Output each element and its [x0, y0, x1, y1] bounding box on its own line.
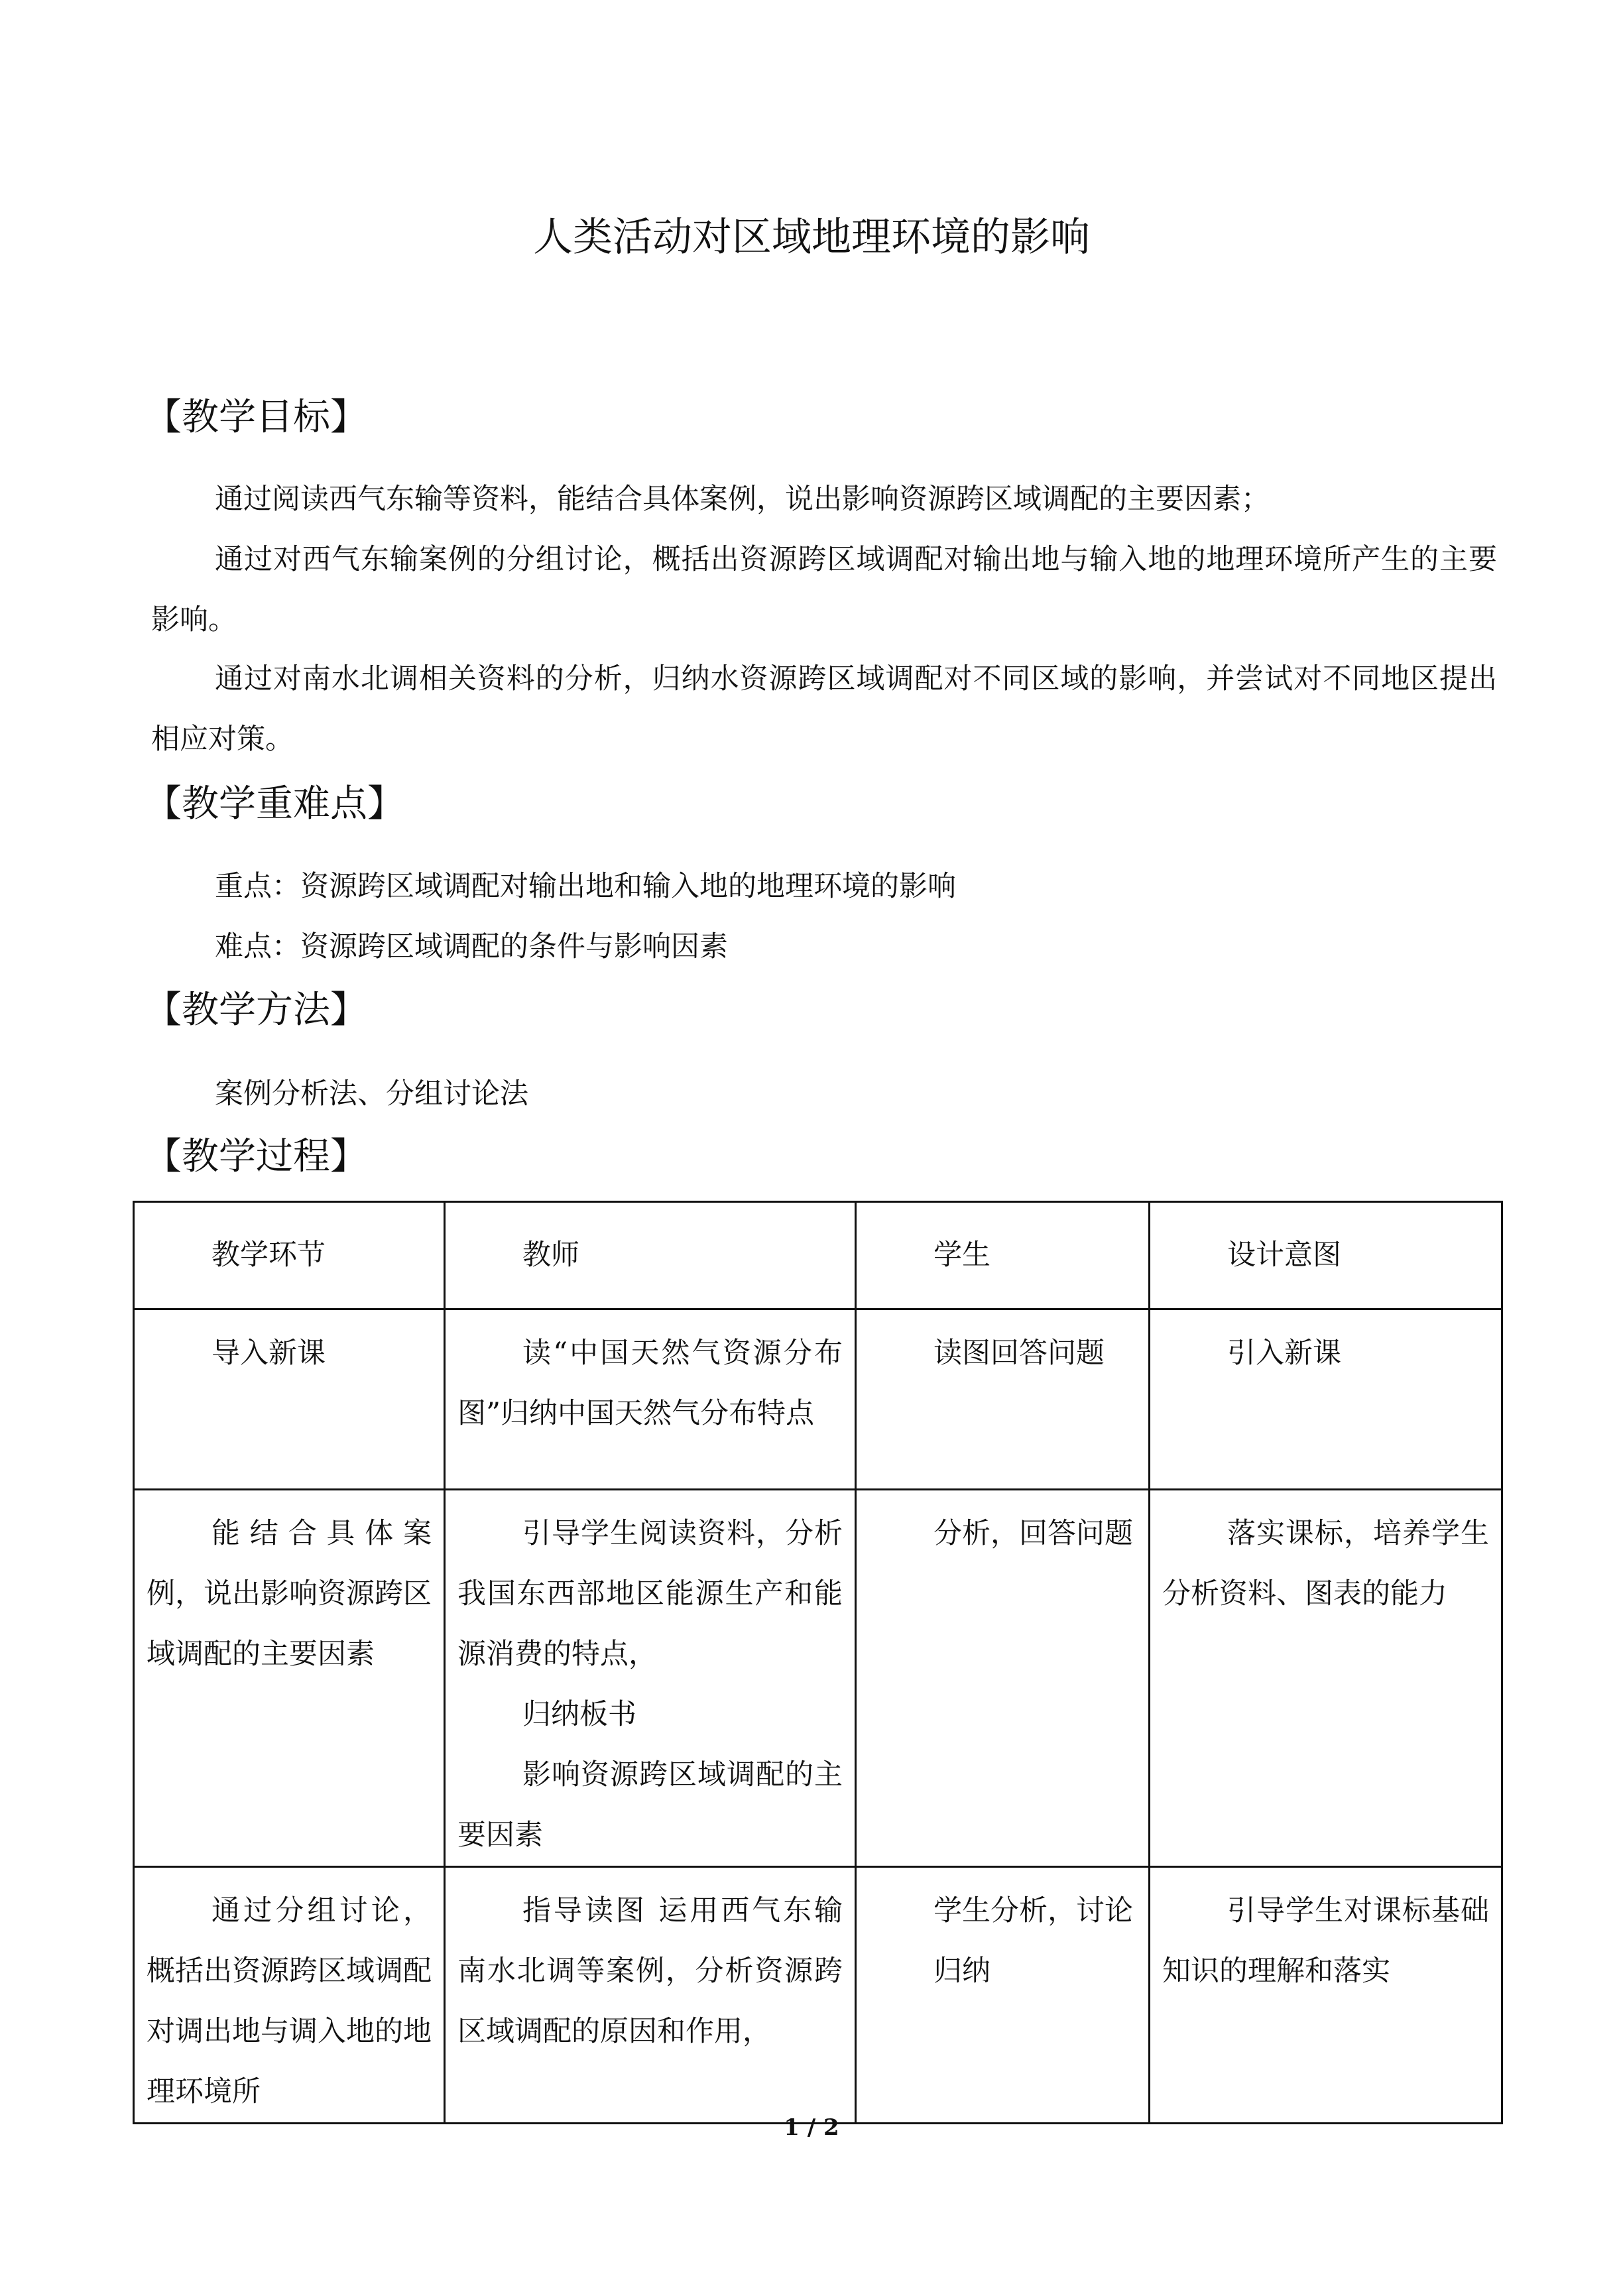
objective-2: 通过对西气东输案例的分组讨论，概括出资源跨区域调配对输出地与输入地的地理环境所产生的主要影响。 — [151, 543, 1497, 636]
student-cell: 学生分析，讨论 归纳 — [856, 1867, 1150, 2124]
teacher-cell: 指导读图 运用西气东输南水北调等案例，分析资源跨区域调配的原因和作用， — [445, 1867, 856, 2124]
header-cell-intent: 设计意图 — [1150, 1202, 1502, 1309]
objective-1: 通过阅读西气东输等资料，能结合具体案例，说出影响资源跨区域调配的主要因素； — [215, 483, 1270, 516]
intent-cell: 引导学生对课标基础知识的理解和落实 — [1150, 1867, 1502, 2124]
stage-cell: 能结合具体案例，说出影响资源跨区域调配的主要因素 — [134, 1490, 445, 1867]
intent-cell: 引入新课 — [1150, 1309, 1502, 1490]
section-heading-methods: 【教学方法】 — [145, 989, 367, 1032]
teaching-process-table — [133, 1201, 1503, 2124]
page-number: 1 / 2 — [784, 2114, 839, 2141]
stage-cell: 导入新课 — [134, 1309, 445, 1490]
teacher-cell: 读“中国天然气资源分布图”归纳中国天然气分布特点 — [445, 1309, 856, 1490]
section-heading-objectives: 【教学目标】 — [145, 396, 367, 439]
table-row — [134, 1309, 1502, 1490]
objective-3: 通过对南水北调相关资料的分析，归纳水资源跨区域调配对不同区域的影响，并尝试对不同地区提出相应对策。 — [151, 662, 1497, 756]
teacher-cell: 引导学生阅读资料，分析我国东西部地区能源生产和能源消费的特点， 归纳板书 影响资源跨区域调配的主要因素 — [445, 1490, 856, 1867]
table-row — [134, 1867, 1502, 2124]
header-cell-student: 学生 — [856, 1202, 1150, 1309]
stage-cell: 通过分组讨论，概括出资源跨区域调配对调出地与调入地的地理环境所 — [134, 1867, 445, 2124]
student-cell: 分析，回答问题 — [856, 1490, 1150, 1867]
table-row — [134, 1490, 1502, 1867]
page-title: 人类活动对区域地理环境的影响 — [533, 214, 1090, 261]
table-header-row — [134, 1202, 1502, 1309]
intent-cell: 落实课标，培养学生分析资料、图表的能力 — [1150, 1490, 1502, 1867]
section-heading-key-points: 【教学重难点】 — [145, 782, 404, 825]
key-point-focus: 重点：资源跨区域调配对输出地和输入地的地理环境的影响 — [215, 870, 956, 903]
section-heading-process: 【教学过程】 — [145, 1135, 367, 1178]
header-cell-teacher: 教师 — [445, 1202, 856, 1309]
methods-text: 案例分析法、分组讨论法 — [215, 1077, 528, 1111]
header-cell-stage: 教学环节 — [134, 1202, 445, 1309]
student-cell: 读图回答问题 — [856, 1309, 1150, 1490]
key-point-difficulty: 难点：资源跨区域调配的条件与影响因素 — [215, 930, 728, 963]
